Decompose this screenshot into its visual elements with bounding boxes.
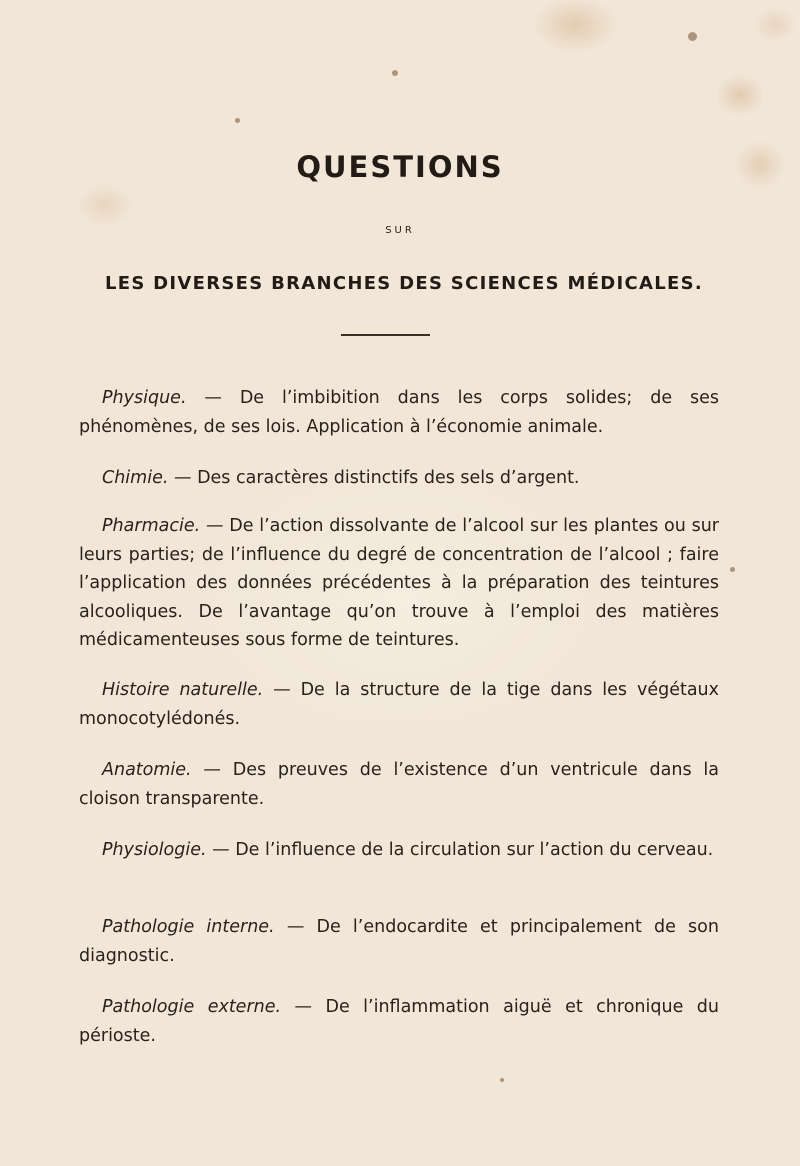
foxing-spot [392, 70, 398, 76]
question-text: — De l’inflammation aiguë et chronique du périoste. [79, 997, 719, 1046]
subject-label: Pathologie externe. [102, 997, 282, 1017]
question-text: — De la structure de la tige dans les végétaux monocotylédonés. [79, 680, 719, 729]
question-text: — De l’endocardite et principalement de son diagnostic. [79, 917, 719, 966]
subject-label: Physique. [102, 388, 187, 408]
question-text: — De l’influence de la circulation sur l’action du cerveau. [212, 840, 714, 860]
question-physiologie [79, 836, 719, 865]
subject-label: Anatomie. [102, 760, 192, 780]
question-pathologie-interne [79, 913, 719, 970]
question-text: — De l’action dissolvante de l’alcool sur les plantes ou sur leurs parties; de l’influence du degré de concentration de l’alcool ; faire l’application des données précédentes à la préparation des teintures alcooliques. De l’avantage qu’on trouve à l’emploi des matières médicamenteuses sous forme de teintures. [79, 516, 719, 650]
title-connector: SUR [385, 225, 415, 236]
foxing-spot [688, 32, 697, 41]
question-pathologie-externe [79, 993, 719, 1050]
question-text: — Des caractères distinctifs des sels d’argent. [174, 468, 580, 488]
question-anatomie [79, 756, 719, 813]
question-physique [79, 384, 719, 441]
question-text: — De l’imbibition dans les corps solides; de ses phénomènes, de ses lois. Application à l’économie animale. [79, 388, 719, 437]
subject-label: Chimie. [102, 468, 169, 488]
subject-label: Physiologie. [102, 840, 207, 860]
question-text: — Des preuves de l’existence d’un ventricule dans la cloison transparente. [79, 760, 719, 809]
question-histoire-naturelle [79, 676, 719, 733]
page-title: QUESTIONS [296, 150, 504, 184]
subject-label: Pathologie interne. [102, 917, 275, 937]
subject-label: Pharmacie. [102, 516, 201, 536]
foxing-spot [500, 1078, 504, 1082]
foxing-spot [730, 567, 735, 572]
question-pharmacie [79, 512, 719, 655]
page-subtitle: LES DIVERSES BRANCHES DES SCIENCES MÉDICALES. [104, 273, 704, 294]
divider-rule [341, 334, 430, 336]
foxing-spot [235, 118, 240, 123]
subject-label: Histoire naturelle. [102, 680, 264, 700]
question-chimie [79, 464, 719, 493]
